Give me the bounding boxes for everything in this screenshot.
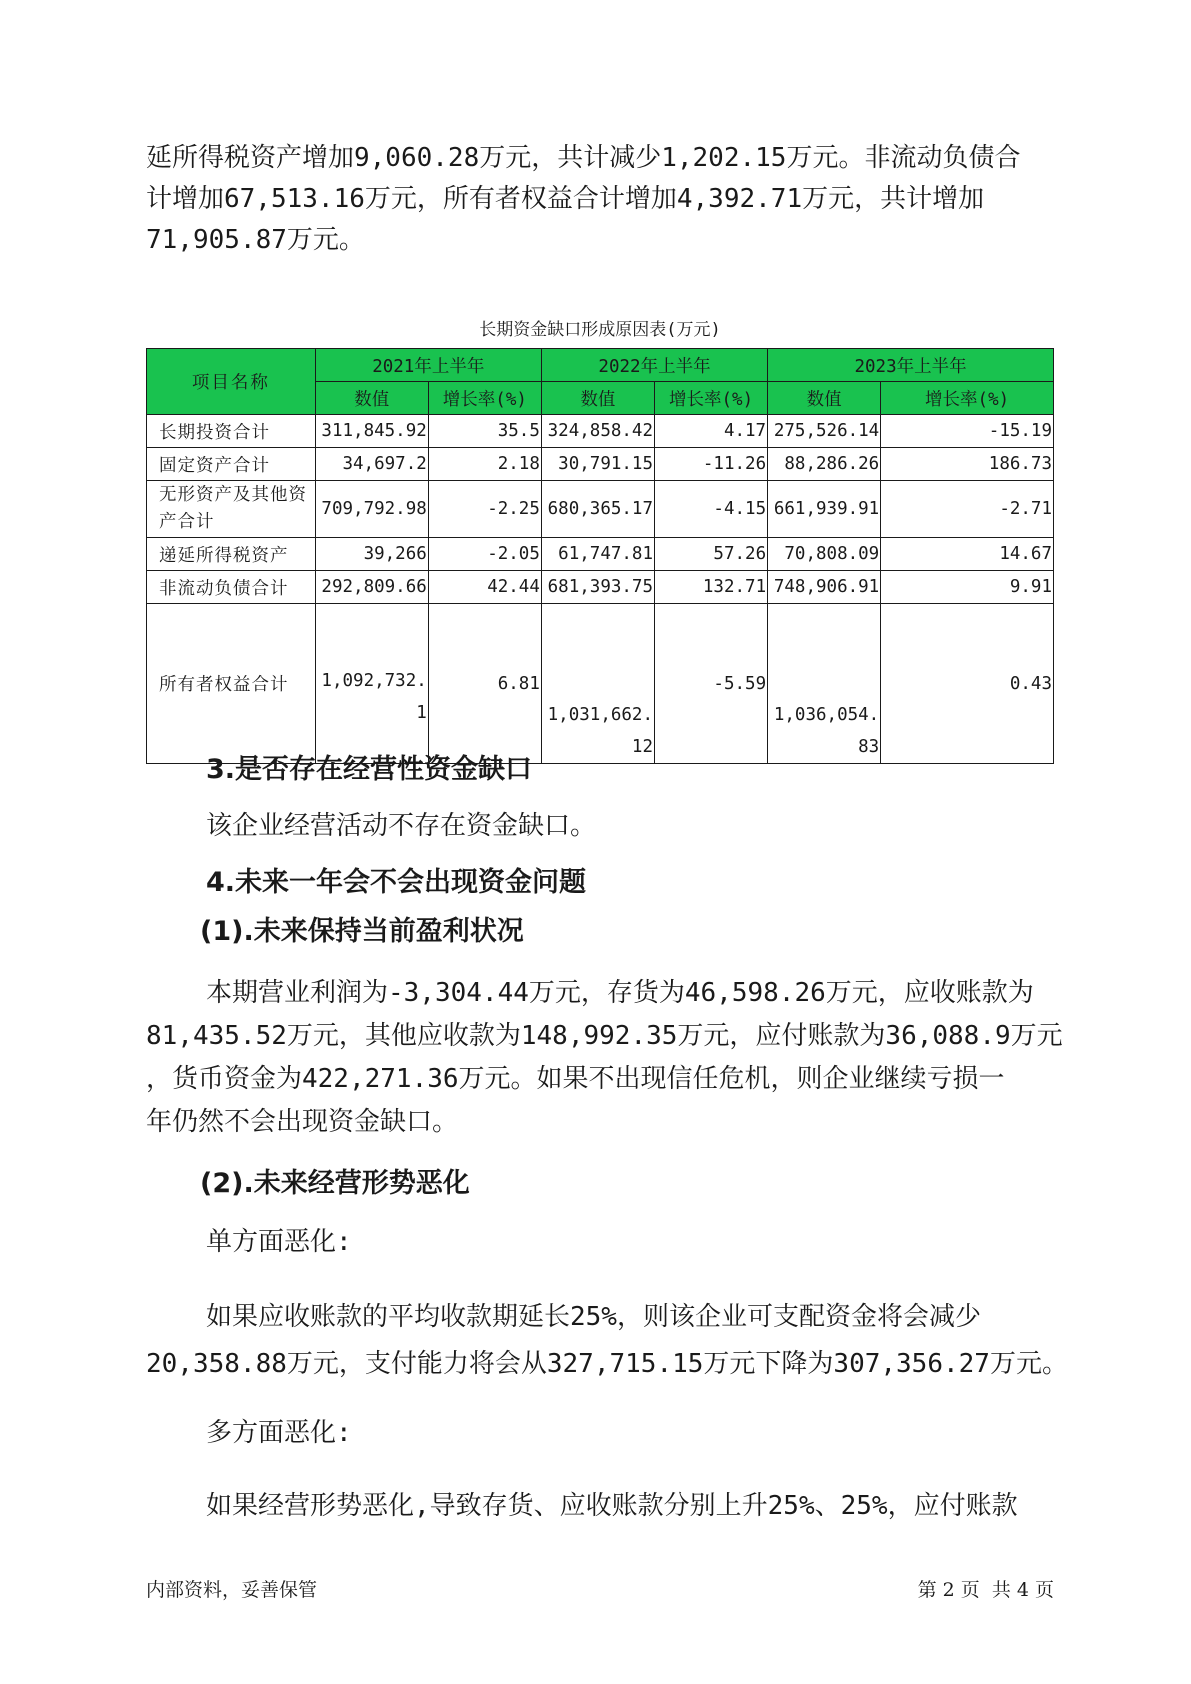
row-label: 所有者权益合计 [147, 604, 316, 764]
multi-label [206, 1413, 1056, 1453]
cell-value: 275,526.14 [768, 415, 881, 448]
sub2-heading: (2).未来经营形势恶化 [200, 1168, 470, 1199]
cell-growth: 0.43 [881, 604, 1054, 764]
row-label: 无形资产及其他资产合计 [147, 481, 316, 538]
sub1-line: 本期营业利润为-3,304.44万元，存货为46,598.26万元，应收账款为 [206, 978, 1034, 1008]
single-label-text: 单方面恶化: [206, 1227, 352, 1257]
cell-growth: 9.91 [881, 571, 1054, 604]
subheader-value: 数值 [768, 382, 881, 415]
table-row [147, 538, 1054, 571]
cell-value: 1,036,054.83 [768, 604, 881, 764]
row-label: 固定资产合计 [147, 448, 316, 481]
cell-value: 70,808.09 [768, 538, 881, 571]
cell-value: 324,858.42 [541, 415, 654, 448]
cell-growth: 4.17 [655, 415, 768, 448]
cell-value: 748,906.91 [768, 571, 881, 604]
row-label: 非流动负债合计 [147, 571, 316, 604]
intro-line: 延所得税资产增加9,060.28万元，共计减少1,202.15万元。非流动负债合 [146, 143, 1021, 173]
sub1-line: ，货币资金为422,271.36万元。如果不出现信任危机，则企业继续亏损一 [146, 1064, 1005, 1094]
cell-value: 1,031,662.12 [541, 604, 654, 764]
section3-text [206, 806, 1056, 846]
subheader-value: 数值 [315, 382, 428, 415]
row-label: 递延所得税资产 [147, 538, 316, 571]
cell-growth: -15.19 [881, 415, 1054, 448]
cell-value: 39,266 [315, 538, 428, 571]
cell-value: 88,286.26 [768, 448, 881, 481]
cell-growth: -2.25 [428, 481, 541, 538]
funding-gap-table [146, 348, 1054, 764]
cell-growth: 42.44 [428, 571, 541, 604]
cell-growth: 6.81 [428, 604, 541, 764]
footer-page-number: 第 2 页 共 4 页 [917, 1579, 1054, 1601]
intro-paragraph [146, 138, 1056, 260]
section3-line: 该企业经营活动不存在资金缺口。 [206, 811, 597, 841]
single-label [206, 1222, 1056, 1262]
section4-heading: 4.未来一年会不会出现资金问题 [206, 867, 587, 898]
sub1-heading: (1).未来保持当前盈利状况 [200, 916, 524, 947]
cell-growth: 186.73 [881, 448, 1054, 481]
multi-line: 如果经营形势恶化,导致存货、应收账款分别上升25%、25%，应付账款 [206, 1491, 1018, 1521]
table-row [147, 571, 1054, 604]
cell-value: 311,845.92 [315, 415, 428, 448]
cell-value: 681,393.75 [541, 571, 654, 604]
subheader-growth: 增长率(%) [655, 382, 768, 415]
header-year-2022: 2022年上半年 [541, 349, 767, 382]
single-paragraph [146, 1294, 1068, 1388]
cell-value: 61,747.81 [541, 538, 654, 571]
cell-value: 680,365.17 [541, 481, 654, 538]
subheader-growth: 增长率(%) [428, 382, 541, 415]
table-row [147, 448, 1054, 481]
section3-heading: 3.是否存在经营性资金缺口 [206, 754, 533, 785]
cell-growth: -4.15 [655, 481, 768, 538]
subheader-value: 数值 [541, 382, 654, 415]
single-line: 如果应收账款的平均收款期延长25%，则该企业可支配资金将会减少 [206, 1302, 981, 1332]
cell-value: 709,792.98 [315, 481, 428, 538]
cell-value: 1,092,732.1 [315, 604, 428, 764]
cell-growth: 2.18 [428, 448, 541, 481]
cell-growth: -2.71 [881, 481, 1054, 538]
cell-value: 34,697.2 [315, 448, 428, 481]
cell-growth: 132.71 [655, 571, 768, 604]
cell-growth: -5.59 [655, 604, 768, 764]
sub1-paragraph [146, 972, 1063, 1144]
cell-growth: -11.26 [655, 448, 768, 481]
header-item-name: 项目名称 [147, 349, 316, 415]
table-header-row [147, 349, 1054, 382]
cell-value: 661,939.91 [768, 481, 881, 538]
cell-growth: 35.5 [428, 415, 541, 448]
footer-left: 内部资料，妥善保管 [146, 1579, 318, 1601]
multi-label-text: 多方面恶化: [206, 1418, 352, 1448]
subheader-growth: 增长率(%) [881, 382, 1054, 415]
table-row [147, 415, 1054, 448]
cell-growth: 57.26 [655, 538, 768, 571]
table-caption: 长期资金缺口形成原因表(万元) [479, 320, 721, 340]
intro-line: 计增加67,513.16万元，所有者权益合计增加4,392.71万元，共计增加 [146, 184, 985, 214]
cell-growth: 14.67 [881, 538, 1054, 571]
table-row [147, 604, 1054, 764]
sub1-line: 81,435.52万元，其他应收款为148,992.35万元，应付账款为36,088.9万元 [146, 1021, 1063, 1051]
header-year-2021: 2021年上半年 [315, 349, 541, 382]
sub1-line: 年仍然不会出现资金缺口。 [146, 1107, 459, 1137]
row-label: 长期投资合计 [147, 415, 316, 448]
cell-growth: -2.05 [428, 538, 541, 571]
header-year-2023: 2023年上半年 [768, 349, 1054, 382]
multi-paragraph [146, 1486, 1056, 1526]
intro-line: 71,905.87万元。 [146, 225, 365, 255]
cell-value: 30,791.15 [541, 448, 654, 481]
cell-value: 292,809.66 [315, 571, 428, 604]
single-line: 20,358.88万元，支付能力将会从327,715.15万元下降为307,356.27万元。 [146, 1349, 1068, 1379]
table-row [147, 481, 1054, 538]
